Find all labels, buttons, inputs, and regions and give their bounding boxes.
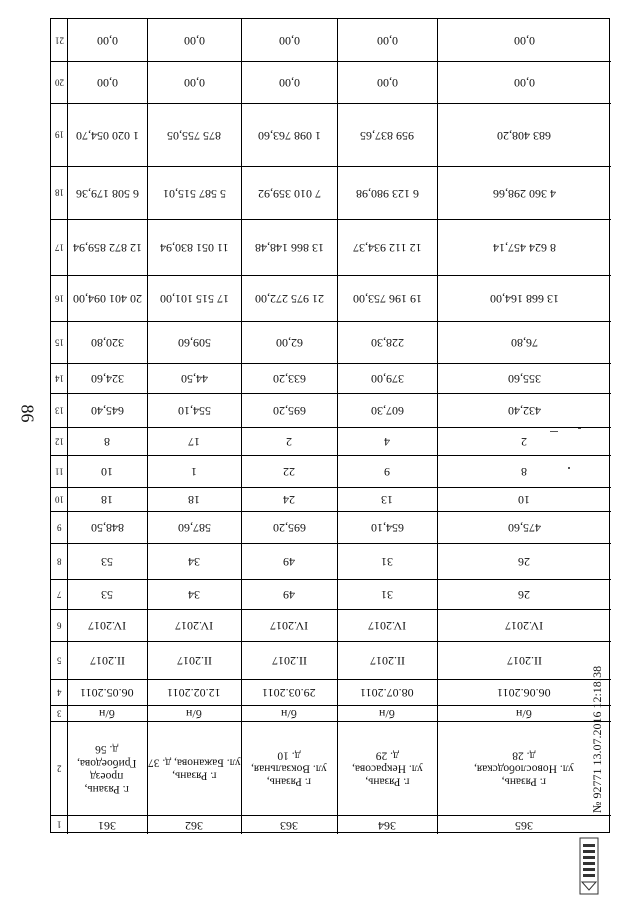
table-cell-c14-text: 633,20 xyxy=(272,371,306,386)
table-cell-type-text: б/н xyxy=(379,706,395,721)
table-cell-c13-text: 695,20 xyxy=(272,403,306,418)
table-cell-c5 xyxy=(437,641,611,679)
table-cell-c7 xyxy=(337,579,437,609)
column-number-text: 21 xyxy=(54,35,64,46)
table-cell-c14 xyxy=(337,363,437,393)
table-cell-c12 xyxy=(147,427,241,455)
table-cell-c20-text: 0,00 xyxy=(278,75,300,90)
table-cell-c7-text: 49 xyxy=(283,587,295,602)
table-cell-c21 xyxy=(241,19,337,61)
table-cell-address-text: г. Рязань, проезд Грибоедова, д. 56 xyxy=(77,742,137,795)
table-cell-type xyxy=(437,705,611,721)
column-number xyxy=(51,321,67,363)
table-cell-type xyxy=(67,705,147,721)
table-cell-c5-text: II.2017 xyxy=(506,653,542,668)
table-cell-c11-text: 8 xyxy=(521,464,527,479)
table-cell-c9 xyxy=(67,511,147,543)
table-cell-c12-text: 2 xyxy=(521,434,527,449)
table-cell-c19 xyxy=(437,103,611,166)
table-cell-c19-text: 1 020 054,70 xyxy=(75,128,139,143)
table-cell-c20 xyxy=(241,61,337,103)
table-cell-c16 xyxy=(337,275,437,321)
page-number: 86 xyxy=(17,404,38,423)
table-cell-no xyxy=(337,815,437,834)
registration-stamp: № 92771 13.07.2016 12:18:38 xyxy=(590,665,604,813)
table-cell-c14-text: 44,50 xyxy=(180,371,208,386)
column-number-text: 8 xyxy=(56,556,62,567)
table-cell-c17-text: 12 112 934,37 xyxy=(352,240,422,255)
table-cell-c11 xyxy=(241,455,337,487)
table-cell-c9-text: 587,60 xyxy=(177,520,211,535)
table-cell-c11 xyxy=(67,455,147,487)
table-cell-date xyxy=(67,679,147,705)
table-cell-c8-text: 34 xyxy=(188,554,200,569)
table-cell-date-text: 06.06.2011 xyxy=(497,685,551,700)
table-cell-c7 xyxy=(241,579,337,609)
table-cell-c13-text: 432,40 xyxy=(507,403,541,418)
table-cell-c5-text: II.2017 xyxy=(271,653,307,668)
building-logo-icon xyxy=(578,836,600,896)
column-number-text: 6 xyxy=(56,620,62,631)
table-cell-c21-text: 0,00 xyxy=(96,33,118,48)
column-number-text: 14 xyxy=(54,373,64,384)
table-cell-c15-text: 320,80 xyxy=(90,335,124,350)
table-cell-c14 xyxy=(67,363,147,393)
column-number-text: 11 xyxy=(54,466,64,477)
column-number-text: 12 xyxy=(54,436,64,447)
column-number-text: 3 xyxy=(56,708,62,719)
table-cell-c9 xyxy=(437,511,611,543)
table-cell-c20-text: 0,00 xyxy=(513,75,535,90)
column-number-text: 20 xyxy=(54,77,64,88)
table-cell-address-text: г. Рязань, ул. Некрасова, д. 29 xyxy=(351,749,423,788)
table-cell-c20 xyxy=(337,61,437,103)
column-number-text: 2 xyxy=(56,763,62,774)
table-cell-c21 xyxy=(337,19,437,61)
table-cell-c18-text: 7 010 359,92 xyxy=(257,186,321,201)
table-cell-c13 xyxy=(337,393,437,427)
table-cell-c20-text: 0,00 xyxy=(183,75,205,90)
table-cell-c13 xyxy=(147,393,241,427)
scan-speck xyxy=(578,428,581,429)
table-cell-c6-text: IV.2017 xyxy=(87,618,127,633)
table-cell-c18 xyxy=(337,166,437,219)
column-number-text: 17 xyxy=(54,242,64,253)
table-cell-c15-text: 62,00 xyxy=(275,335,303,350)
table-cell-c19 xyxy=(67,103,147,166)
table-cell-c20 xyxy=(437,61,611,103)
table-cell-c9-text: 654,10 xyxy=(370,520,404,535)
table-cell-c14 xyxy=(437,363,611,393)
column-number-text: 4 xyxy=(56,687,62,698)
column-number-text: 15 xyxy=(54,337,64,348)
table-cell-c20 xyxy=(67,61,147,103)
column-number-text: 19 xyxy=(54,129,64,140)
table-cell-c10-text: 18 xyxy=(188,492,200,507)
table-cell-c13 xyxy=(67,393,147,427)
table-cell-c10 xyxy=(67,487,147,511)
column-number xyxy=(51,455,67,487)
table-cell-c18-text: 6 508 179,36 xyxy=(75,186,139,201)
table-cell-c16-text: 17 515 101,00 xyxy=(159,291,229,306)
table-cell-c5-text: II.2017 xyxy=(89,653,125,668)
table-cell-c19-text: 1 098 763,60 xyxy=(257,128,321,143)
table-cell-c9-text: 695,20 xyxy=(272,520,306,535)
column-number-text: 5 xyxy=(56,655,62,666)
table-cell-c10 xyxy=(241,487,337,511)
data-table xyxy=(50,18,610,833)
table-cell-c6 xyxy=(337,609,437,641)
column-number xyxy=(51,19,67,61)
table-cell-c21-text: 0,00 xyxy=(278,33,300,48)
column-number xyxy=(51,219,67,275)
table-cell-address xyxy=(241,721,337,815)
table-cell-address xyxy=(67,721,147,815)
table-cell-c6-text: IV.2017 xyxy=(269,618,309,633)
table-cell-c12-text: 4 xyxy=(384,434,390,449)
table-cell-no-text: 363 xyxy=(280,818,298,833)
table-cell-c7-text: 53 xyxy=(101,587,113,602)
table-cell-c19-text: 683 408,20 xyxy=(497,128,551,143)
table-cell-c16 xyxy=(437,275,611,321)
table-cell-c17 xyxy=(437,219,611,275)
table-cell-c16 xyxy=(241,275,337,321)
table-cell-c6 xyxy=(241,609,337,641)
table-cell-c9-text: 848,50 xyxy=(90,520,124,535)
table-cell-no-text: 365 xyxy=(515,818,533,833)
column-number-text: 9 xyxy=(56,522,62,533)
table-cell-c17 xyxy=(337,219,437,275)
table-cell-c19-text: 875 755,05 xyxy=(167,128,221,143)
table-cell-c7 xyxy=(437,579,611,609)
table-cell-c18-text: 5 587 515,01 xyxy=(162,186,226,201)
table-cell-c8 xyxy=(437,543,611,579)
table-cell-no xyxy=(67,815,147,834)
table-cell-c18-text: 6 123 980,98 xyxy=(355,186,419,201)
column-number xyxy=(51,579,67,609)
table-cell-date xyxy=(241,679,337,705)
table-cell-no-text: 362 xyxy=(185,818,203,833)
column-number xyxy=(51,721,67,815)
table-cell-c13-text: 554,10 xyxy=(177,403,211,418)
table-cell-c15 xyxy=(241,321,337,363)
table-cell-c8 xyxy=(241,543,337,579)
table-cell-c11-text: 1 xyxy=(191,464,197,479)
table-cell-c16-text: 20 401 094,00 xyxy=(72,291,142,306)
table-cell-c21 xyxy=(437,19,611,61)
table-cell-c5-text: II.2017 xyxy=(176,653,212,668)
table-cell-type-text: б/н xyxy=(99,706,115,721)
table-cell-c6 xyxy=(67,609,147,641)
table-cell-c12 xyxy=(241,427,337,455)
table-cell-c21-text: 0,00 xyxy=(376,33,398,48)
table-cell-c12 xyxy=(337,427,437,455)
table-cell-c9 xyxy=(337,511,437,543)
table-cell-c21-text: 0,00 xyxy=(513,33,535,48)
table-cell-c6-text: IV.2017 xyxy=(174,618,214,633)
table-cell-c10 xyxy=(337,487,437,511)
table-cell-type xyxy=(147,705,241,721)
table-cell-c18-text: 4 360 298,66 xyxy=(492,186,556,201)
table-cell-c6 xyxy=(437,609,611,641)
table-cell-c10-text: 18 xyxy=(101,492,113,507)
column-number-text: 10 xyxy=(54,494,64,505)
column-number xyxy=(51,393,67,427)
column-number-text: 7 xyxy=(56,589,62,600)
table-cell-c8-text: 53 xyxy=(101,554,113,569)
table-cell-c17 xyxy=(147,219,241,275)
table-cell-c5 xyxy=(241,641,337,679)
table-cell-c15 xyxy=(67,321,147,363)
table-cell-c10-text: 13 xyxy=(381,492,393,507)
table-cell-c20-text: 0,00 xyxy=(96,75,118,90)
table-cell-c13-text: 645,40 xyxy=(90,403,124,418)
table-cell-address xyxy=(147,721,241,815)
table-cell-c17-text: 11 051 830,94 xyxy=(159,240,229,255)
table-cell-c17-text: 12 872 859,94 xyxy=(72,240,142,255)
table-cell-c7-text: 26 xyxy=(518,587,530,602)
column-number xyxy=(51,427,67,455)
table-cell-c12-text: 17 xyxy=(188,434,200,449)
table-cell-no-text: 361 xyxy=(98,818,116,833)
column-number xyxy=(51,275,67,321)
table-cell-c14 xyxy=(241,363,337,393)
table-cell-c9 xyxy=(241,511,337,543)
table-cell-c7-text: 31 xyxy=(381,587,393,602)
table-cell-c15 xyxy=(147,321,241,363)
table-cell-c16 xyxy=(147,275,241,321)
column-number xyxy=(51,543,67,579)
table-cell-c11 xyxy=(437,455,611,487)
table-cell-c21 xyxy=(147,19,241,61)
column-number xyxy=(51,487,67,511)
table-cell-c8 xyxy=(337,543,437,579)
table-cell-c18 xyxy=(437,166,611,219)
table-cell-address-text: г. Рязань, ул. Вокзальная, д. 10 xyxy=(251,749,327,788)
column-number xyxy=(51,679,67,705)
column-number xyxy=(51,705,67,721)
table-cell-c10-text: 10 xyxy=(518,492,530,507)
table-cell-c6 xyxy=(147,609,241,641)
table-cell-c18 xyxy=(67,166,147,219)
scan-speck xyxy=(550,431,558,432)
column-number-text: 18 xyxy=(54,187,64,198)
column-number xyxy=(51,363,67,393)
column-number xyxy=(51,511,67,543)
table-cell-c9-text: 475,60 xyxy=(507,520,541,535)
table-cell-date-text: 08.07.2011 xyxy=(360,685,414,700)
table-cell-c16-text: 19 196 753,00 xyxy=(352,291,422,306)
table-cell-date xyxy=(437,679,611,705)
table-cell-c14-text: 379,00 xyxy=(370,371,404,386)
table-cell-c15 xyxy=(437,321,611,363)
table-cell-c11 xyxy=(147,455,241,487)
table-cell-c19-text: 959 837,65 xyxy=(360,128,414,143)
table-cell-type-text: б/н xyxy=(516,706,532,721)
column-number-text: 16 xyxy=(54,293,64,304)
scan-speck xyxy=(568,467,570,469)
table-cell-no xyxy=(241,815,337,834)
table-cell-c17-text: 8 624 457,14 xyxy=(492,240,556,255)
table-cell-c15-text: 228,30 xyxy=(370,335,404,350)
table-cell-c17 xyxy=(241,219,337,275)
table-cell-c12 xyxy=(67,427,147,455)
table-cell-c19 xyxy=(147,103,241,166)
table-cell-c5-text: II.2017 xyxy=(369,653,405,668)
table-cell-c8-text: 26 xyxy=(518,554,530,569)
table-cell-c11-text: 9 xyxy=(384,464,390,479)
table-cell-c21 xyxy=(67,19,147,61)
table-cell-c6-text: IV.2017 xyxy=(504,618,544,633)
table-cell-c17-text: 13 866 148,48 xyxy=(254,240,324,255)
table-cell-c18 xyxy=(147,166,241,219)
table-cell-c10 xyxy=(437,487,611,511)
column-number-text: 1 xyxy=(56,819,62,830)
column-number xyxy=(51,641,67,679)
column-number-text: 13 xyxy=(54,405,64,416)
table-cell-c16-text: 13 668 164,00 xyxy=(489,291,559,306)
table-cell-c20-text: 0,00 xyxy=(376,75,398,90)
table-cell-type-text: б/н xyxy=(186,706,202,721)
table-cell-c6-text: IV.2017 xyxy=(367,618,407,633)
table-cell-c21-text: 0,00 xyxy=(183,33,205,48)
table-cell-c10 xyxy=(147,487,241,511)
table-cell-c14-text: 324,60 xyxy=(90,371,124,386)
table-cell-date-text: 29.03.2011 xyxy=(262,685,316,700)
table-cell-c9 xyxy=(147,511,241,543)
table-cell-c16-text: 21 975 272,00 xyxy=(254,291,324,306)
table-cell-type-text: б/н xyxy=(281,706,297,721)
table-cell-c5 xyxy=(67,641,147,679)
table-cell-no-text: 364 xyxy=(378,818,396,833)
table-cell-no xyxy=(147,815,241,834)
table-cell-c14-text: 355,60 xyxy=(507,371,541,386)
table-cell-c13-text: 607,30 xyxy=(370,403,404,418)
table-cell-c8 xyxy=(67,543,147,579)
table-cell-date xyxy=(147,679,241,705)
table-cell-c12-text: 8 xyxy=(104,434,110,449)
table-cell-c14 xyxy=(147,363,241,393)
table-cell-address-text: г. Рязань, ул. Новослободская, д. 28 xyxy=(474,749,574,788)
table-cell-c10-text: 24 xyxy=(283,492,295,507)
table-cell-type xyxy=(337,705,437,721)
table-cell-c17 xyxy=(67,219,147,275)
table-cell-c11-text: 10 xyxy=(101,464,113,479)
column-number xyxy=(51,166,67,219)
table-cell-date-text: 06.05.2011 xyxy=(80,685,134,700)
table-cell-c13 xyxy=(437,393,611,427)
table-cell-c19 xyxy=(241,103,337,166)
table-cell-date xyxy=(337,679,437,705)
column-number xyxy=(51,609,67,641)
column-number xyxy=(51,815,67,834)
table-cell-c19 xyxy=(337,103,437,166)
table-cell-c11-text: 22 xyxy=(283,464,295,479)
table-cell-c7-text: 34 xyxy=(188,587,200,602)
table-cell-address xyxy=(337,721,437,815)
table-cell-c15-text: 76,80 xyxy=(510,335,538,350)
table-cell-c11 xyxy=(337,455,437,487)
table-cell-c7 xyxy=(147,579,241,609)
column-number xyxy=(51,103,67,166)
table-cell-c12-text: 2 xyxy=(286,434,292,449)
table-cell-c7 xyxy=(67,579,147,609)
column-number xyxy=(51,61,67,103)
table-cell-c18 xyxy=(241,166,337,219)
table-cell-c8-text: 49 xyxy=(283,554,295,569)
table-cell-type xyxy=(241,705,337,721)
table-cell-c20 xyxy=(147,61,241,103)
table-cell-c16 xyxy=(67,275,147,321)
table-cell-c8 xyxy=(147,543,241,579)
table-cell-c12 xyxy=(437,427,611,455)
table-cell-c5 xyxy=(337,641,437,679)
table-cell-c15 xyxy=(337,321,437,363)
table-cell-address xyxy=(437,721,611,815)
table-cell-address-text: г. Рязань, ул. Бажанова, д. 37 xyxy=(147,756,241,782)
table-cell-c15-text: 509,60 xyxy=(177,335,211,350)
table-cell-c13 xyxy=(241,393,337,427)
table-cell-date-text: 12.02.2011 xyxy=(167,685,221,700)
table-cell-no xyxy=(437,815,611,834)
table-cell-c8-text: 31 xyxy=(381,554,393,569)
table-cell-c5 xyxy=(147,641,241,679)
